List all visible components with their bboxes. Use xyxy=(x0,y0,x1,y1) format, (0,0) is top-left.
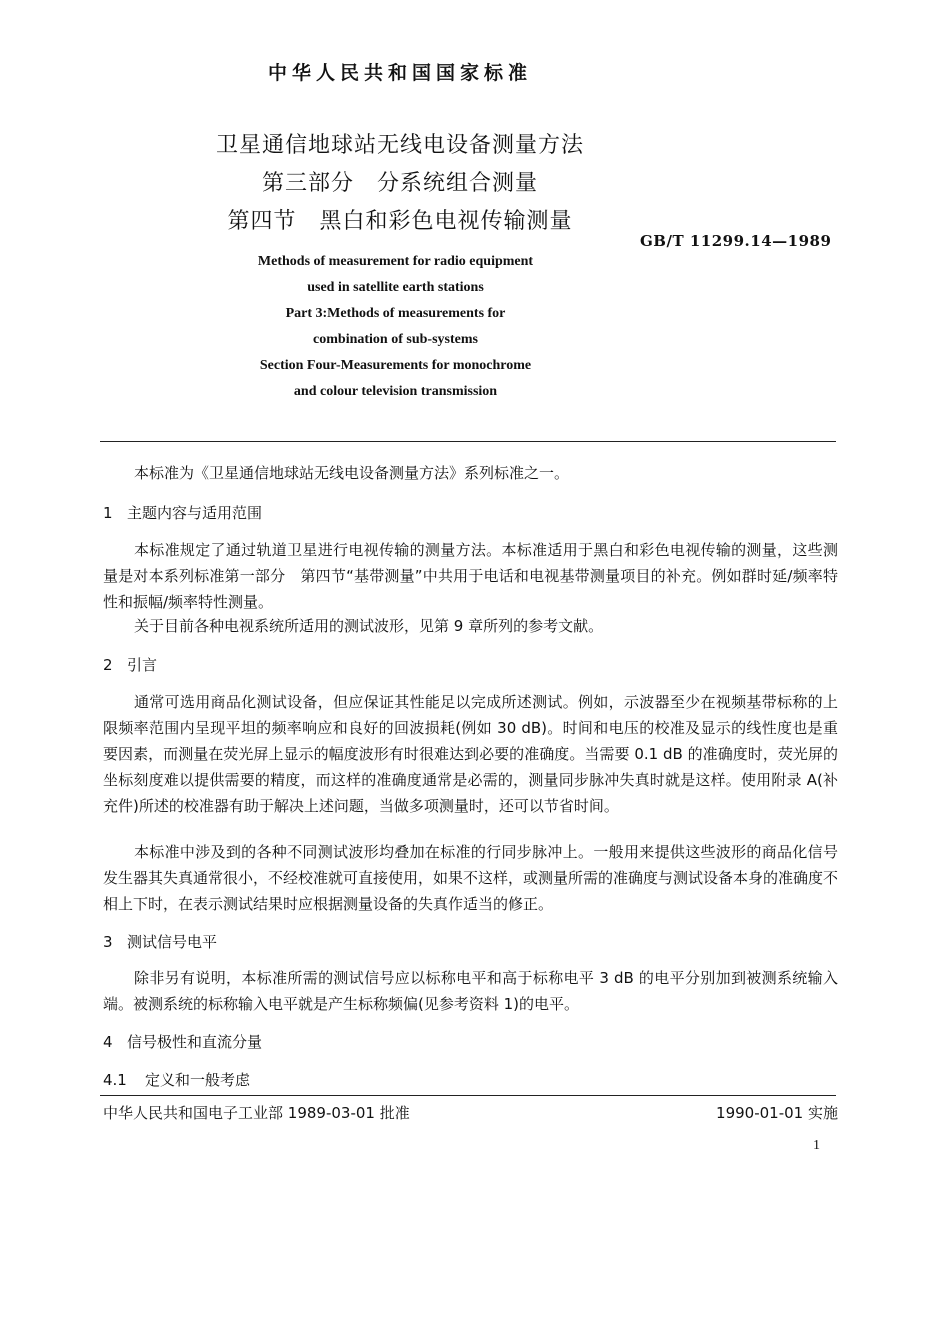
title-line-3: 第四节 黑白和彩色电视传输测量 xyxy=(227,209,573,234)
section-title: 测试信号电平 xyxy=(127,933,218,951)
footer-divider xyxy=(100,1095,836,1096)
english-title-line-3: Part 3:Methods of measurements for xyxy=(285,306,506,321)
section-title: 引言 xyxy=(127,656,158,674)
english-title-line-4: combination of sub-systems xyxy=(313,332,478,347)
section-2-paragraph-1: 通常可选用商品化测试设备，但应保证其性能足以完成所述测试。例如，示波器至少在视频基带标称的上限频率范围内呈现平坦的频率响应和良好的回波损耗(例如 30 dB)。时间和电压的校准及显示的线性度也是重要因素，而测量在荧光屏上显示的幅度波形有时很难达到必要的准确度。当需要 0.1 dB 的准确度时，荧光屏的坐标刻度难以提供需要的精度，而这样的准确度通常是必需的，测量同步脉冲失真时就是这样。使用附录 A(补充件)所述的校准器有助于解决上述问题，当做多项测量时，还可以节省时间。 xyxy=(103,693,838,815)
english-title-line-5: Section Four-Measurements for monochrome xyxy=(259,358,532,373)
section-1-heading xyxy=(103,502,262,523)
subsection-number: 4.1 xyxy=(103,1071,127,1089)
title-line-2: 第三部分 分系统组合测量 xyxy=(261,171,538,196)
section-4-heading xyxy=(103,1031,262,1052)
section-1-paragraph-1: 本标准规定了通过轨道卫星进行电视传输的测量方法。本标准适用于黑白和彩色电视传输的测量，这些测量是对本系列标准第一部分 第四节“基带测量”中共用于电话和电视基带测量项目的补充。例如群时延/频率特性和振幅/频率特性测量。 xyxy=(103,541,838,611)
national-standard-heading: 中华人民共和国国家标准 xyxy=(267,62,532,84)
section-1-paragraph-2: 关于目前各种电视系统所适用的测试波形，见第 9 章所列的参考文献。 xyxy=(134,617,604,635)
standard-number: GB/T 11299.14—1989 xyxy=(640,232,832,250)
section-3-heading xyxy=(103,931,217,952)
intro-paragraph: 本标准为《卫星通信地球站无线电设备测量方法》系列标准之一。 xyxy=(134,464,570,482)
section-number: 4 xyxy=(103,1033,113,1051)
english-title-line-2: used in satellite earth stations xyxy=(307,280,484,295)
section-number: 2 xyxy=(103,656,113,674)
subsection-title: 定义和一般考虑 xyxy=(145,1071,251,1089)
approval-line: 中华人民共和国电子工业部 1989-03-01 批准 xyxy=(103,1104,410,1122)
section-3-paragraph-1: 除非另有说明，本标准所需的测试信号应以标称电平和高于标称电平 3 dB 的电平分别加到被测系统输入端。被测系统的标称输入电平就是产生标称频偏(见参考资料 1)的电平。 xyxy=(103,969,838,1013)
section-2-heading xyxy=(103,654,157,675)
english-title-line-1: Methods of measurement for radio equipment xyxy=(257,254,534,269)
subsection-4-1-heading xyxy=(103,1069,250,1090)
effective-date: 1990-01-01 实施 xyxy=(716,1104,838,1122)
section-title: 主题内容与适用范围 xyxy=(127,504,263,522)
page-number: 1 xyxy=(813,1138,820,1153)
section-number: 1 xyxy=(103,504,113,522)
section-number: 3 xyxy=(103,933,113,951)
english-title-line-6: and colour television transmission xyxy=(293,384,498,399)
section-title: 信号极性和直流分量 xyxy=(127,1033,263,1051)
header-divider xyxy=(100,441,836,442)
section-2-paragraph-2: 本标准中涉及到的各种不同测试波形均叠加在标准的行同步脉冲上。一般用来提供这些波形的商品化信号发生器其失真通常很小，不经校准就可直接使用，如果不这样，或测量所需的准确度与测试设备本身的准确度不相上下时，在表示测试结果时应根据测量设备的失真作适当的修正。 xyxy=(103,843,839,913)
title-line-1: 卫星通信地球站无线电设备测量方法 xyxy=(215,133,584,158)
